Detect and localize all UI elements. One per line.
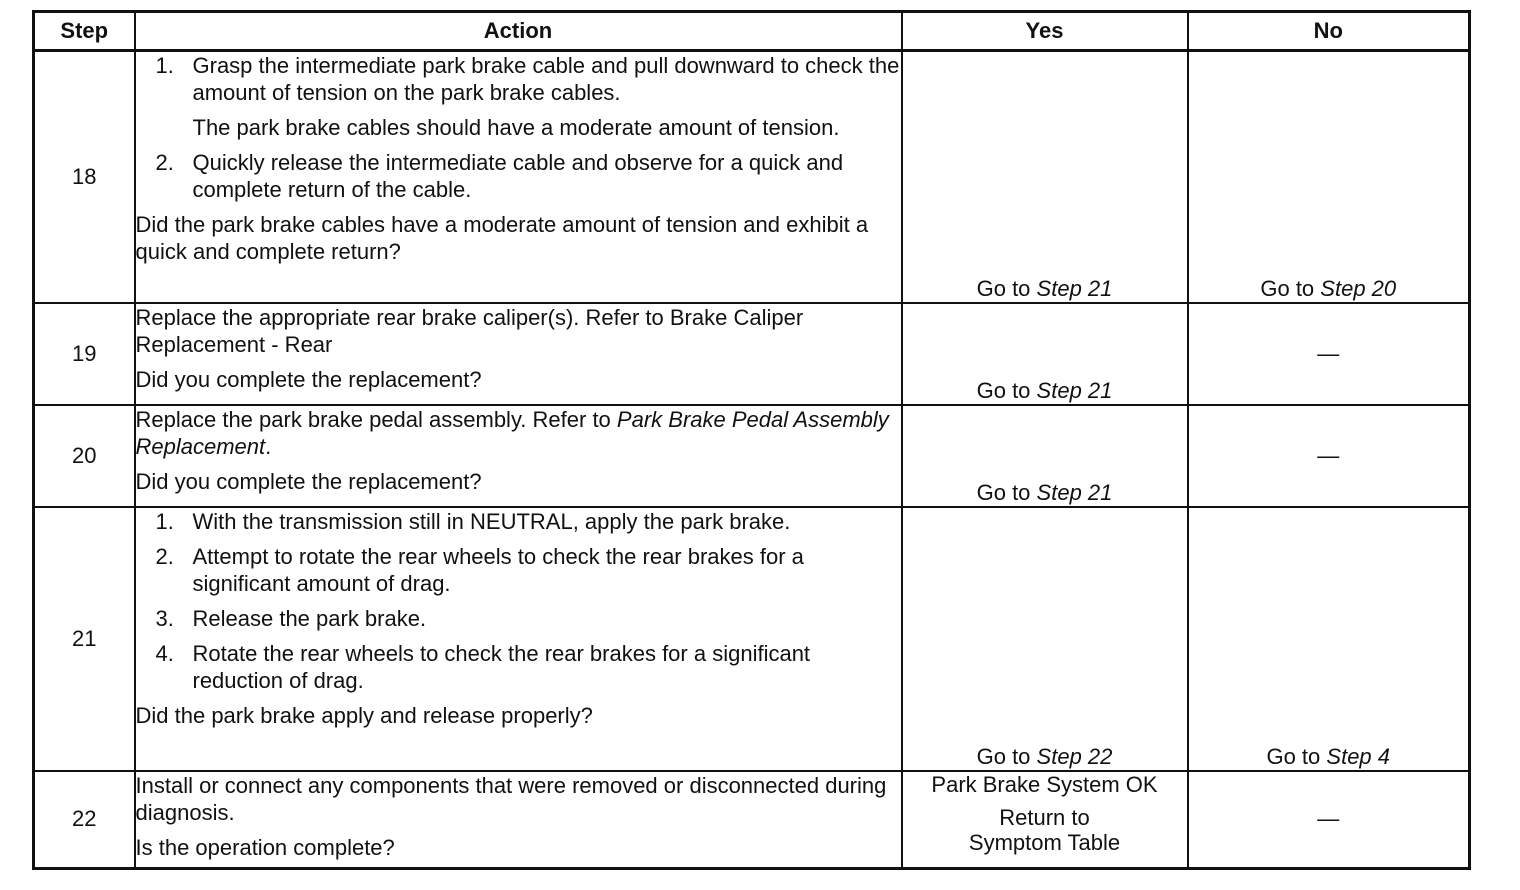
yes-cell — [902, 405, 1188, 507]
diagnostic-question: Is the operation complete? — [135, 834, 395, 860]
no-step-link[interactable]: Step 4 — [1326, 743, 1391, 769]
instruction-number: 2. — [155, 543, 174, 569]
instruction-item — [136, 149, 901, 203]
go-to-label: Go to — [976, 479, 1031, 505]
instruction-number: 1. — [155, 53, 174, 78]
diagnostic-question: Did you complete the replacement? — [135, 366, 482, 392]
no-cell — [1188, 303, 1470, 405]
instruction-number: 4. — [155, 640, 174, 666]
instruction-text: Replace the appropriate rear brake caliper(s). Refer to Brake Caliper Replacement - Rear — [135, 304, 804, 357]
instruction-list — [136, 52, 901, 106]
go-to-label: Go to — [976, 743, 1031, 769]
header-action: Action — [135, 12, 902, 51]
not-applicable-dash: — — [1317, 806, 1340, 832]
step-number: 18 — [34, 51, 135, 303]
action-cell — [135, 405, 902, 507]
go-to-label: Go to — [1266, 743, 1321, 769]
not-applicable-dash: — — [1317, 340, 1340, 366]
go-to-label: Go to — [976, 275, 1031, 301]
yes-cell — [902, 51, 1188, 303]
yes-step-link[interactable]: Step 22 — [1036, 743, 1113, 769]
instruction-paragraph: Replace the park brake pedal assembly. Refer to Park Brake Pedal Assembly Replacement. — [135, 406, 889, 459]
instruction-note: The park brake cables should have a moderate amount of tension. — [192, 115, 840, 140]
header-row — [34, 12, 1470, 51]
header-step: Step — [34, 12, 135, 51]
table-row-step-18 — [34, 51, 1470, 303]
yes-step-link[interactable]: Step 21 — [1036, 479, 1113, 505]
reference-link[interactable]: Park Brake Pedal Assembly Replacement — [135, 406, 889, 459]
instruction-list — [136, 149, 901, 203]
step-number: 22 — [34, 771, 135, 869]
instruction-text: Install or connect any components that were removed or disconnected during diagnosis. — [135, 772, 887, 825]
yes-cell — [902, 771, 1188, 869]
table-row-step-22 — [34, 771, 1470, 869]
result-status: Park Brake System OK — [931, 771, 1158, 797]
no-cell — [1188, 405, 1470, 507]
no-step-link[interactable]: Step 20 — [1320, 275, 1397, 301]
symptom-table-link[interactable]: Return to Symptom Table — [968, 804, 1121, 855]
no-cell — [1188, 51, 1470, 303]
action-cell — [135, 303, 902, 405]
yes-cell — [902, 507, 1188, 771]
diagnostic-table — [32, 10, 1471, 870]
header-yes: Yes — [902, 12, 1188, 51]
instruction-text: Attempt to rotate the rear wheels to check the rear brakes for a significant amount of drag. — [192, 543, 804, 596]
yes-step-link[interactable]: Step 21 — [1036, 275, 1113, 301]
step-number: 19 — [34, 303, 135, 405]
step-number: 20 — [34, 405, 135, 507]
yes-cell — [902, 303, 1188, 405]
instruction-text: With the transmission still in NEUTRAL, apply the park brake. — [192, 508, 791, 534]
instruction-item — [136, 508, 901, 535]
no-cell — [1188, 771, 1470, 869]
instruction-item — [136, 543, 901, 597]
diagnostic-question: Did the park brake apply and release properly? — [135, 702, 593, 728]
diagnostic-question: Did you complete the replacement? — [135, 468, 482, 494]
go-to-label: Go to — [1260, 275, 1315, 301]
go-to-label: Go to — [976, 377, 1031, 403]
instruction-number: 1. — [155, 508, 174, 534]
table-row-step-21 — [34, 507, 1470, 771]
header-no: No — [1188, 12, 1470, 51]
action-cell — [135, 51, 902, 303]
instruction-text: Quickly release the intermediate cable and observe for a quick and complete return of the cable. — [192, 150, 844, 202]
instruction-text: Release the park brake. — [192, 605, 427, 631]
instruction-list — [136, 508, 901, 694]
no-cell — [1188, 507, 1470, 771]
instruction-number: 3. — [155, 605, 174, 631]
instruction-item — [136, 640, 901, 694]
instruction-item — [136, 605, 901, 632]
action-cell — [135, 507, 902, 771]
instruction-text: Grasp the intermediate park brake cable and pull downward to check the amount of tension on the park brake cables. — [192, 53, 900, 105]
not-applicable-dash: — — [1317, 442, 1340, 468]
instruction-text: Rotate the rear wheels to check the rear brakes for a significant reduction of drag. — [192, 640, 811, 693]
yes-step-link[interactable]: Step 21 — [1036, 377, 1113, 403]
action-cell — [135, 771, 902, 869]
table-row-step-20 — [34, 405, 1470, 507]
step-number: 21 — [34, 507, 135, 771]
instruction-item — [136, 52, 901, 106]
diagnostic-question: Did the park brake cables have a moderate amount of tension and exhibit a quick and complete return? — [135, 212, 869, 264]
table-row-step-19 — [34, 303, 1470, 405]
instruction-text: Replace the park brake pedal assembly. Refer to — [135, 406, 611, 432]
instruction-number: 2. — [155, 150, 174, 175]
